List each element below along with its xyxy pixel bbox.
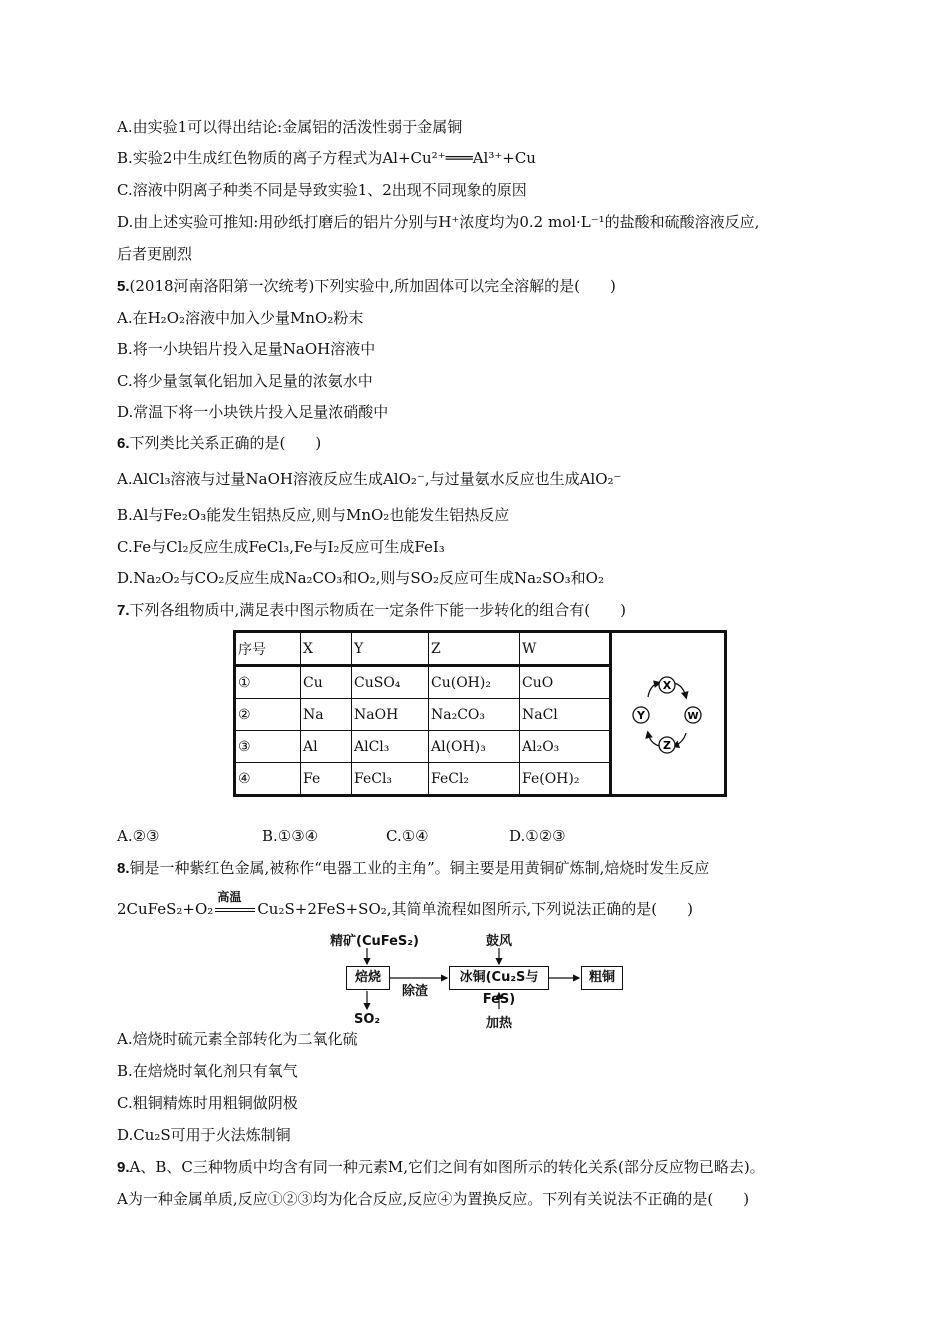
q6-stem-text: 下列类比关系正确的是( ) — [129, 434, 322, 452]
q6-number: 6. — [117, 435, 130, 452]
q8-option-b: B.在焙烧时氧化剂只有氧气 — [117, 1062, 298, 1080]
node-w-label: W — [687, 710, 699, 722]
table-cell: Cu — [301, 666, 352, 699]
q7-option-a: A.②③ — [117, 827, 160, 845]
table-cell: Al — [301, 731, 352, 763]
table-cell: AlCl₃ — [352, 731, 429, 763]
q4-option-a: A.由实验1可以得出结论:金属铝的活泼性弱于金属铜 — [117, 118, 463, 136]
node-y-label: Y — [637, 708, 645, 722]
q5-stem — [117, 276, 616, 297]
q5-option-a: A.在H₂O₂溶液中加入少量MnO₂粉末 — [117, 309, 364, 327]
flow-matte-box: 冰铜(Cu₂S与FeS) — [449, 966, 549, 990]
q4-option-d-continued: 后者更剧烈 — [117, 245, 193, 263]
table-cell: Cu(OH)₂ — [429, 666, 520, 699]
flow-blow-label: 鼓风 — [486, 934, 513, 949]
reaction-condition — [213, 890, 257, 919]
q4-option-c: C.溶液中阴离子种类不同是导致实验1、2出现不同现象的原因 — [117, 181, 527, 199]
condition-label: 高温 — [217, 890, 242, 904]
conversion-cycle-diagram — [614, 637, 722, 787]
q8-stem-text: 铜是一种紫红色金属,被称作“电器工业的主角”。铜主要是用黄铜矿炼制,焙烧时发生反应 — [129, 859, 710, 877]
table-cell: Fe(OH)₂ — [520, 763, 611, 796]
table-cell: FeCl₃ — [352, 763, 429, 796]
arrow-y-to-x — [648, 683, 659, 697]
table-header-cell: Z — [429, 632, 520, 666]
q7-number: 7. — [117, 602, 130, 619]
q7-option-c: C.①④ — [386, 827, 429, 845]
q6-option-a: A.AlCl₃溶液与过量NaOH溶液反应生成AlO₂⁻,与过量氨水反应也生成AlO₂⁻ — [117, 470, 622, 488]
q4-option-b: B.实验2中生成红色物质的离子方程式为Al+Cu²⁺═══Al³⁺+Cu — [117, 149, 536, 167]
equals-bar — [215, 908, 255, 912]
table-cell: CuSO₄ — [352, 666, 429, 699]
table-header-cell: 序号 — [235, 632, 301, 666]
q6-option-d: D.Na₂O₂与CO₂反应生成Na₂CO₃和O₂,则与SO₂反应可生成Na₂SO₃和O₂ — [117, 569, 604, 587]
q7-stem — [117, 600, 626, 621]
q6-option-c: C.Fe与Cl₂反应生成FeCl₃,Fe与I₂反应可生成FeI₃ — [117, 538, 445, 556]
flow-ore-label: 精矿(CuFeS₂) — [330, 934, 419, 949]
q5-option-c: C.将少量氢氧化铝加入足量的浓氨水中 — [117, 372, 373, 390]
q6-stem — [117, 433, 321, 454]
q4-option-d: D.由上述实验可推知:用砂纸打磨后的铝片分别与H⁺浓度均为0.2 mol·L⁻¹的盐酸和硫酸溶液反应, — [117, 213, 760, 231]
q8-option-d: D.Cu₂S可用于火法炼制铜 — [117, 1126, 291, 1144]
q5-option-b: B.将一小块铝片投入足量NaOH溶液中 — [117, 340, 376, 358]
table-cell: NaOH — [352, 699, 429, 731]
table-header-cell: Y — [352, 632, 429, 666]
table-cell: ③ — [235, 731, 301, 763]
q7-option-d: D.①②③ — [509, 827, 566, 845]
table-header-cell: W — [520, 632, 611, 666]
flow-crude-copper-box: 粗铜 — [581, 966, 623, 990]
equation-left: 2CuFeS₂+O₂ — [117, 900, 214, 918]
q5-stem-text: (2018河南洛阳第一次统考)下列实验中,所加固体可以完全溶解的是( ) — [129, 277, 616, 295]
table-cell: NaCl — [520, 699, 611, 731]
q6-option-b: B.Al与Fe₂O₃能发生铝热反应,则与MnO₂也能发生铝热反应 — [117, 506, 510, 524]
q9-stem-line-1 — [117, 1157, 765, 1178]
arrow-x-to-w — [674, 683, 686, 697]
table-cell: CuO — [520, 666, 611, 699]
q8-option-a: A.焙烧时硫元素全部转化为二氧化硫 — [117, 1030, 358, 1048]
flow-slag-label: 除渣 — [402, 984, 429, 999]
flow-heat-label: 加热 — [486, 1016, 513, 1031]
equation-right: Cu₂S+2FeS+SO₂,其简单流程如图所示,下列说法正确的是( ) — [257, 900, 694, 918]
q8-number: 8. — [117, 860, 130, 877]
q9-stem-text-1: A、B、C三种物质中均含有同一种元素M,它们之间有如图所示的转化关系(部分反应物已略去)。 — [129, 1158, 765, 1176]
arrow-z-to-y — [648, 733, 659, 746]
arrow-w-to-z — [674, 733, 686, 746]
table-cell: ④ — [235, 763, 301, 796]
table-cell: Fe — [301, 763, 352, 796]
table-cell: FeCl₂ — [429, 763, 520, 796]
q9-stem-line-2: A为一种金属单质,反应①②③均为化合反应,反应④为置换反应。下列有关说法不正确的是( ) — [117, 1190, 750, 1208]
node-z-label: Z — [663, 738, 671, 752]
q5-number: 5. — [117, 278, 130, 295]
q7-stem-text: 下列各组物质中,满足表中图示物质在一定条件下能一步转化的组合有( ) — [129, 601, 626, 619]
q9-number: 9. — [117, 1159, 130, 1176]
q7-option-b: B.①③④ — [262, 827, 319, 845]
q7-table — [233, 630, 727, 797]
table-cell: ① — [235, 666, 301, 699]
node-x-label: X — [662, 678, 672, 692]
table-cell: Al(OH)₃ — [429, 731, 520, 763]
flow-roast-box: 焙烧 — [346, 966, 390, 990]
table-cell: ② — [235, 699, 301, 731]
table-cell: Na — [301, 699, 352, 731]
table-cell: Al₂O₃ — [520, 731, 611, 763]
flow-arrows — [330, 945, 630, 1015]
table-cell: Na₂CO₃ — [429, 699, 520, 731]
table-header-cell: X — [301, 632, 352, 666]
table-header-row — [235, 632, 726, 666]
q8-stem — [117, 858, 709, 879]
q8-equation-line — [117, 890, 694, 919]
q5-option-d: D.常温下将一小块铁片投入足量浓硝酸中 — [117, 403, 389, 421]
conversion-diagram-cell — [611, 632, 726, 796]
q8-option-c: C.粗铜精炼时用粗铜做阴极 — [117, 1094, 298, 1112]
flow-so2-label: SO₂ — [354, 1012, 381, 1027]
